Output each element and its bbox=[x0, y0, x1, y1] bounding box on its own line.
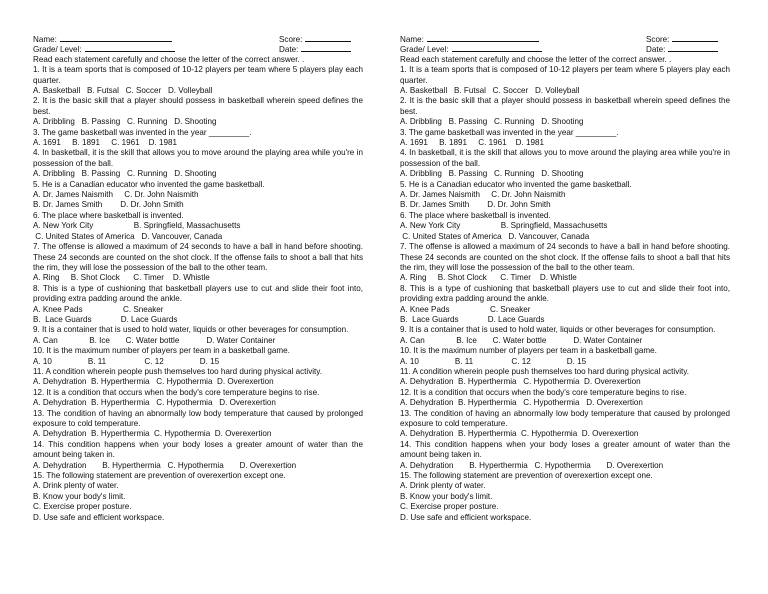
question-text: 10. It is the maximum number of players per team in a basketball game. bbox=[400, 346, 657, 356]
score-label: Score: bbox=[646, 35, 670, 44]
question-text: 1. It is a team sports that is composed of 10-12 players per team where 5 players play each quarter. bbox=[400, 65, 730, 85]
instructions: Read each statement carefully and choose the letter of the correct answer. . bbox=[33, 54, 305, 64]
grade-level-label: Grade/ Level: bbox=[400, 45, 449, 55]
quiz-page-right bbox=[400, 34, 730, 523]
answer-options: D. Use safe and efficient workspace. bbox=[33, 512, 165, 522]
answer-options: A. Dehydration B. Hyperthermia C. Hypothermia D. Overexertion bbox=[33, 460, 297, 470]
answer-options: B. Lace Guards D. Lace Guards bbox=[33, 314, 178, 324]
name-label: Name: bbox=[33, 35, 57, 44]
answer-options: A. Drink plenty of water. bbox=[33, 481, 119, 491]
question-text: 2. It is the basic skill that a player should possess in basketball wherein speed defines the best. bbox=[400, 96, 730, 116]
answer-options: A. Dehydration B. Hyperthermia C. Hypothermia D. Overexertion bbox=[33, 429, 272, 439]
answer-options: A. Dribbling B. Passing C. Running D. Shooting bbox=[400, 169, 584, 179]
question-text: 4. In basketball, it is the skill that allows you to move around the playing area while you're in possession of the ball. bbox=[400, 148, 730, 168]
answer-options: A. New York City B. Springfield, Massachusetts bbox=[33, 221, 241, 231]
answer-options: B. Know your body's limit. bbox=[400, 491, 493, 501]
question-text: 8. This is a type of cushioning that basketball players use to cut and slide their foot into, providing extra padding around the ankle. bbox=[400, 283, 730, 304]
header-row-grade-date bbox=[400, 44, 730, 54]
answer-options: A. Dehydration B. Hyperthermia C. Hypothermia D. Overexertion bbox=[400, 377, 641, 387]
question-text: 6. The place where basketball is invented. bbox=[400, 210, 551, 220]
name-blank[interactable] bbox=[60, 34, 172, 42]
question-text: 5. He is a Canadian educator who invented the game basketball. bbox=[400, 179, 632, 189]
score-blank[interactable] bbox=[305, 34, 351, 42]
header-row-name-score bbox=[33, 34, 363, 44]
score-blank[interactable] bbox=[672, 34, 718, 42]
answer-options: A. Dehydration B. Hyperthermia C. Hypothermia D. Overexertion bbox=[400, 398, 643, 408]
question-text: 3. The game basketball was invented in the year _________. bbox=[33, 127, 252, 137]
answer-options: B. Dr. James Smith D. Dr. John Smith bbox=[400, 200, 551, 210]
question-text: 2. It is the basic skill that a player should possess in basketball wherein speed defines the best. bbox=[33, 96, 363, 116]
question-text: 14. This condition happens when your body loses a greater amount of water than the amount being taken in. bbox=[400, 439, 730, 460]
answer-options: A. Basketball B. Futsal C. Soccer D. Volleyball bbox=[33, 86, 213, 95]
question-text: 1. It is a team sports that is composed of 10-12 players per team where 5 players play each quarter. bbox=[33, 65, 363, 85]
question-text: 7. The offense is allowed a maximum of 24 seconds to have a ball in hand before shooting. These 24 seconds are counted on the shot clock. If the offense fails to shoot a ball that hits the rim, they will lose the possession of the ball to the other team. bbox=[33, 242, 363, 272]
answer-options: A. Dehydration B. Hyperthermia C. Hypothermia D. Overexertion bbox=[33, 377, 274, 387]
answer-options: B. Lace Guards D. Lace Guards bbox=[400, 314, 545, 324]
answer-options: A. 10 B. 11 C. 12 D. 15 bbox=[400, 356, 587, 366]
question-text: 9. It is a container that is used to hold water, liquids or other beverages for consumption. bbox=[33, 325, 349, 335]
date-label: Date: bbox=[646, 45, 666, 55]
question-text: 12. It is a condition that occurs when the body's core temperature begins to rise. bbox=[400, 387, 687, 397]
answer-options: A. Dehydration B. Hyperthermia C. Hypothermia D. Overexertion bbox=[33, 398, 276, 408]
answer-options: C. Exercise proper posture. bbox=[33, 502, 132, 512]
answer-options: A. Ring B. Shot Clock C. Timer D. Whistle bbox=[33, 273, 210, 283]
answer-options: A. Dribbling B. Passing C. Running D. Shooting bbox=[400, 117, 584, 127]
score-label: Score: bbox=[279, 35, 303, 44]
answer-options: A. Basketball B. Futsal C. Soccer D. Volleyball bbox=[400, 86, 580, 95]
question-text: 11. A condition wherein people push themselves too hard during physical activity. bbox=[400, 366, 689, 376]
question-text: 8. This is a type of cushioning that basketball players use to cut and slide their foot into, providing extra padding around the ankle. bbox=[33, 283, 363, 304]
name-label: Name: bbox=[400, 35, 424, 44]
question-text: 5. He is a Canadian educator who invented the game basketball. bbox=[33, 179, 265, 189]
answer-options: A. 1691 B. 1891 C. 1961 D. 1981 bbox=[400, 138, 544, 148]
name-blank[interactable] bbox=[427, 34, 539, 42]
answer-options: A. 10 B. 11 C. 12 D. 15 bbox=[33, 356, 220, 366]
answer-options: A. Ring B. Shot Clock C. Timer D. Whistle bbox=[400, 273, 577, 283]
question-text: 13. The condition of having an abnormally low body temperature that caused by prolonged exposure to cold temperature. bbox=[400, 408, 730, 428]
answer-options: B. Know your body's limit. bbox=[33, 491, 126, 501]
answer-options: A. Drink plenty of water. bbox=[400, 481, 486, 491]
answer-options: B. Dr. James Smith D. Dr. John Smith bbox=[33, 200, 184, 210]
answer-options: A. Dr. James Naismith C. Dr. John Naismith bbox=[33, 190, 199, 200]
question-text: 4. In basketball, it is the skill that allows you to move around the playing area while you're in possession of the ball. bbox=[33, 148, 363, 168]
question-text: 14. This condition happens when your body loses a greater amount of water than the amount being taken in. bbox=[33, 439, 363, 460]
answer-options: C. United States of America D. Vancouver, Canada bbox=[33, 231, 223, 241]
question-text: 10. It is the maximum number of players per team in a basketball game. bbox=[33, 346, 290, 356]
grade-level-label: Grade/ Level: bbox=[33, 45, 82, 55]
answer-options: A. Dehydration B. Hyperthermia C. Hypothermia D. Overexertion bbox=[400, 460, 664, 470]
answer-options: C. United States of America D. Vancouver, Canada bbox=[400, 231, 590, 241]
instructions: Read each statement carefully and choose the letter of the correct answer. . bbox=[400, 54, 672, 64]
grade-level-blank[interactable] bbox=[452, 44, 542, 52]
grade-level-blank[interactable] bbox=[85, 44, 175, 52]
question-text: 13. The condition of having an abnormally low body temperature that caused by prolonged exposure to cold temperature. bbox=[33, 408, 363, 428]
answer-options: A. Dribbling B. Passing C. Running D. Shooting bbox=[33, 169, 217, 179]
question-text: 7. The offense is allowed a maximum of 24 seconds to have a ball in hand before shooting. These 24 seconds are counted on the shot clock. If the offense fails to shoot a ball that hits the rim, they will lose the possession of the ball to the other team. bbox=[400, 242, 730, 272]
question-text: 11. A condition wherein people push themselves too hard during physical activity. bbox=[33, 366, 322, 376]
question-text: 12. It is a condition that occurs when the body's core temperature begins to rise. bbox=[33, 387, 320, 397]
answer-options: A. New York City B. Springfield, Massachusetts bbox=[400, 221, 608, 231]
answer-options: A. Dr. James Naismith C. Dr. John Naismith bbox=[400, 190, 566, 200]
answer-options: A. Knee Pads C. Sneaker bbox=[33, 304, 164, 314]
date-blank[interactable] bbox=[301, 44, 351, 52]
answer-options: A. Knee Pads C. Sneaker bbox=[400, 304, 531, 314]
header-row-grade-date bbox=[33, 44, 363, 54]
question-text: 9. It is a container that is used to hold water, liquids or other beverages for consumption. bbox=[400, 325, 716, 335]
answer-options: A. Can B. Ice C. Water bottle D. Water Container bbox=[400, 335, 643, 345]
answer-options: D. Use safe and efficient workspace. bbox=[400, 512, 532, 522]
answer-options: A. Dribbling B. Passing C. Running D. Shooting bbox=[33, 117, 217, 127]
answer-options: A. Can B. Ice C. Water bottle D. Water Container bbox=[33, 335, 276, 345]
quiz-page-left bbox=[33, 34, 363, 523]
answer-options: A. Dehydration B. Hyperthermia C. Hypothermia D. Overexertion bbox=[400, 429, 639, 439]
question-text: 6. The place where basketball is invented. bbox=[33, 210, 184, 220]
date-label: Date: bbox=[279, 45, 299, 55]
date-blank[interactable] bbox=[668, 44, 718, 52]
header-row-name-score bbox=[400, 34, 730, 44]
answer-options: C. Exercise proper posture. bbox=[400, 502, 499, 512]
question-text: 15. The following statement are prevention of overexertion except one. bbox=[400, 471, 653, 481]
question-text: 15. The following statement are prevention of overexertion except one. bbox=[33, 471, 286, 481]
question-text: 3. The game basketball was invented in the year _________. bbox=[400, 127, 619, 137]
answer-options: A. 1691 B. 1891 C. 1961 D. 1981 bbox=[33, 138, 177, 148]
